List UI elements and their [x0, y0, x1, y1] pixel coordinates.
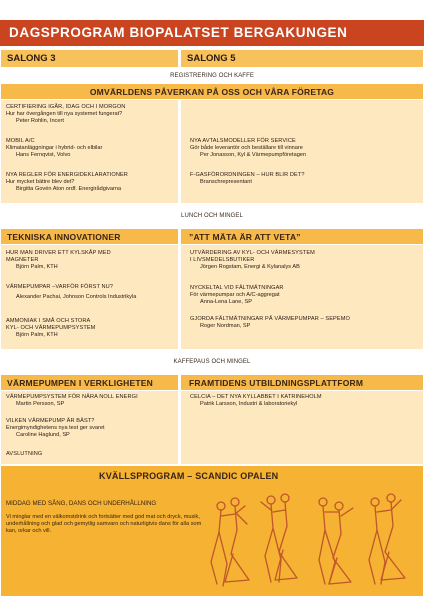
coffee-break-label: KAFFEPAUS OCH MINGEL	[173, 359, 251, 365]
talk-title: VILKEN VÄRMEPUMP ÄR BÄST?	[6, 418, 95, 424]
talk-subtitle: Energimyndighetens nya test ger svaret	[6, 425, 105, 432]
talk-item	[6, 250, 111, 272]
talk-title-cont: I LIVSMEDELSBUTIKER	[190, 257, 255, 264]
talk-title: GJORDA FÄLTMÄTNINGAR PÅ VÄRMEPUMPAR – SEPEMO	[190, 316, 350, 322]
dancing-couples-illustration	[205, 484, 421, 594]
talk-item	[190, 394, 322, 408]
session3-right-heading: FRAMTIDENS UTBILDNINGSPLATTFORM	[181, 375, 423, 390]
talk-speaker: Branschrepresentant	[200, 179, 252, 186]
session2-left-heading: TEKNISKA INNOVATIONER	[1, 229, 178, 244]
talk-item	[6, 394, 138, 408]
page-title: DAGSPROGRAM BIOPALATSET BERGAKUNGEN	[9, 25, 348, 40]
talk-speaker: Alexander Pachai, Johnson Controls Industrikyla	[16, 294, 137, 301]
talk-title: NYA AVTALSMODELLER FÖR SERVICE	[190, 138, 296, 144]
closing-label: AVSLUTNING	[6, 451, 43, 457]
talk-item	[190, 250, 315, 272]
talk-item	[6, 284, 136, 301]
talk-item	[190, 138, 306, 160]
room-header-right: SALONG 5	[181, 50, 423, 67]
talk-title: NYA REGLER FÖR ENERGIDEKLARATIONER	[6, 172, 128, 178]
evening-title: KVÄLLSPROGRAM – SCANDIC OPALEN	[99, 471, 279, 481]
talk-item	[190, 316, 350, 330]
evening-program	[1, 466, 423, 596]
talk-subtitle: Hur har övergången till nya systemet fungerat?	[6, 111, 123, 118]
session3-left-heading: VÄRMEPUMPEN I VERKLIGHETEN	[1, 375, 178, 390]
lunch-label: LUNCH OCH MINGEL	[181, 213, 243, 219]
talk-title: F-GASFÖRORDNINGEN – HUR BLIR DET?	[190, 172, 305, 178]
talk-title: CERTIFIERING IGÅR, IDAG OCH I MORGON	[6, 104, 126, 110]
dancing-couple-icon	[211, 498, 249, 586]
talk-subtitle: Gör både leverantör och beställare till vinnare	[190, 145, 303, 152]
closing-item	[6, 451, 42, 458]
dancing-couple-icon	[369, 494, 405, 584]
talk-speaker: Björn Palm, KTH	[16, 264, 58, 271]
talk-speaker: Birgitta Govén Aton ordf. Energirådgivarna	[16, 186, 122, 193]
talk-title: VÄRMEPUMPSYSTEM FÖR NÄRA NOLL ENERGI	[6, 394, 138, 400]
talk-subtitle: Hur mycket bättre blev det?	[6, 179, 75, 186]
room-header-left: SALONG 3	[1, 50, 178, 67]
talk-speaker: Hans Fernqvist, Volvo	[16, 152, 71, 159]
evening-headline: MIDDAG MED SÅNG, DANS OCH UNDERHÅLLNING	[6, 500, 157, 507]
talk-subtitle: Klimatanläggningar i hybrid- och elbilar	[6, 145, 103, 152]
talk-title: AMMONIAK I SMÅ OCH STORA	[6, 318, 91, 324]
talk-subtitle: För värmepumpar och A/C-aggregat	[190, 292, 280, 299]
talk-speaker: Per Jonasson, Kyl & Värmepumpföretagen	[200, 152, 307, 159]
registration-label: REGISTRERING OCH KAFFE	[170, 73, 254, 79]
talk-title: CELCIA – DET NYA KYLLABBET I KATRINEHOLM	[190, 394, 322, 400]
talk-speaker: Jörgen Rogstam, Energi & Kylanalys AB	[200, 264, 300, 271]
talk-speaker: Patrik Larsson, Industri & laboratoriekyl	[200, 401, 298, 408]
talk-title: MOBIL A/C	[6, 138, 35, 144]
talk-title: HUR MAN DRIVER ETT KYLSKÅP MED	[6, 250, 111, 256]
talk-title: VÄRMEPUMPAR –VARFÖR FÖRST NU?	[6, 284, 114, 290]
dancing-couple-icon	[261, 494, 297, 582]
talk-speaker: Roger Nordman, SP	[200, 323, 251, 330]
talk-speaker: Peter Rohlin, Incert	[16, 118, 64, 125]
talk-speaker: Anna-Lena Lane, SP	[200, 299, 252, 306]
dancing-couple-icon	[319, 498, 353, 584]
talk-title: UTVÄRDERING AV KYL- OCH VÄRMESYSTEM	[190, 250, 315, 256]
talk-speaker: Björn Palm, KTH	[16, 332, 58, 339]
evening-description: Vi minglar med en välkomstdrink och fortsätter med god mat och dryck, musik, underhållning och glad och gemytlig samvaro och naturligtvis dans för alla som kan, orkar och vill.	[6, 514, 202, 535]
talk-speaker: Martin Persson, SP	[16, 401, 65, 408]
talk-item	[6, 138, 102, 160]
talk-item	[6, 104, 125, 126]
talk-title-cont: KYL- OCH VÄRMEPUMPSYSTEM	[6, 325, 96, 332]
session2-right-heading: ”ATT MÄTA ÄR ATT VETA”	[181, 229, 423, 244]
talk-item	[190, 285, 284, 307]
talk-title: NYCKELTAL VID FÄLTMÄTNINGAR	[190, 285, 284, 291]
talk-speaker: Caroline Haglund, SP	[16, 432, 70, 439]
talk-item	[6, 318, 95, 340]
title-bar	[0, 20, 424, 46]
talk-title-cont: MAGNETER	[6, 257, 39, 264]
session1-heading: OMVÄRLDENS PÅVERKAN PÅ OSS OCH VÅRA FÖRETAG	[1, 84, 423, 99]
talk-item	[6, 172, 128, 194]
talk-item	[6, 418, 105, 440]
talk-item	[190, 172, 305, 186]
